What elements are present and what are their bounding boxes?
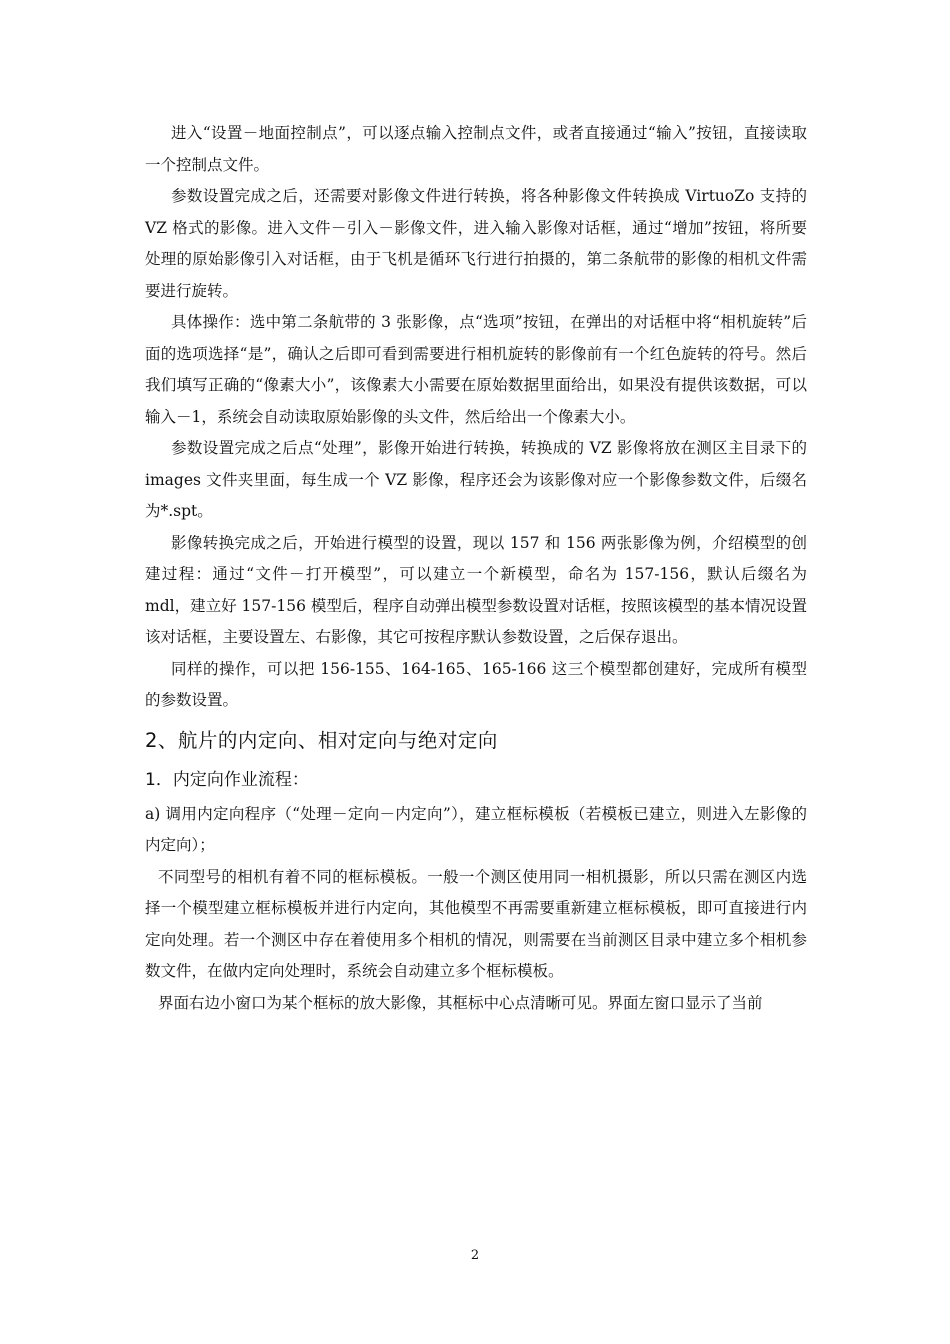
step-a: a) 调用内定向程序（“处理－定向－内定向”），建立框标模板（若模板已建立，则进入左影像的内定向）；: [145, 804, 807, 854]
paragraph-camera-rotation: 具体操作：选中第二条航带的 3 张影像，点“选项”按钮，在弹出的对话框中将“相机旋转”后面的选项选择“是”，确认之后即可看到需要进行相机旋转的影像前有一个红色旋转的符号。然后我们填写正确的“像素大小”，该像素大小需要在原始数据里面给出，如果没有提供该数据，可以输入－1，系统会自动读取原始影像的头文件，然后给出一个像素大小。: [145, 313, 807, 426]
page-content: [145, 118, 807, 1019]
paragraph-image-conversion: 参数设置完成之后，还需要对影像文件进行转换，将各种影像文件转换成 VirtuoZo 支持的 VZ 格式的影像。进入文件－引入－影像文件，进入输入影像对话框，通过“增加”按钮，将所要处理的原始影像引入对话框，由于飞机是循环飞行进行拍摄的，第二条航带的影像的相机文件需要进行旋转。: [145, 187, 807, 300]
paragraph-other-models: 同样的操作，可以把 156-155、164-165、165-166 这三个模型都创建好，完成所有模型的参数设置。: [145, 659, 807, 709]
paragraph-processing: 参数设置完成之后点“处理”，影像开始进行转换，转换成的 VZ 影像将放在测区主目录下的 images 文件夹里面，每生成一个 VZ 影像，程序还会为该影像对应一个影像参数文件，后缀名为*.spt。: [145, 439, 807, 520]
paragraph-interface-windows: 界面右边小窗口为某个框标的放大影像，其框标中心点清晰可见。界面左窗口显示了当前: [158, 993, 763, 1012]
section-heading: 2、航片的内定向、相对定向与绝对定向: [145, 728, 498, 752]
paragraph-fiducial-templates: 不同型号的相机有着不同的框标模板。一般一个测区使用同一相机摄影，所以只需在测区内选择一个模型建立框标模板并进行内定向，其他模型不再需要重新建立框标模板，即可直接进行内定向处理。若一个测区中存在着使用多个相机的情况，则需要在当前测区目录中建立多个相机参数文件，在做内定向处理时，系统会自动建立多个框标模板。: [145, 867, 807, 980]
paragraph-control-points: 进入“设置－地面控制点”，可以逐点输入控制点文件，或者直接通过“输入”按钮，直接读取一个控制点文件。: [145, 124, 807, 174]
paragraph-model-setup: 影像转换完成之后，开始进行模型的设置，现以 157 和 156 两张影像为例，介绍模型的创建过程：通过“文件－打开模型”，可以建立一个新模型，命名为 157-156，默认后缀名为 mdl，建立好 157-156 模型后，程序自动弹出模型参数设置对话框，按照该模型的基本情况设置该对话框，主要设置左、右影像，其它可按程序默认参数设置，之后保存退出。: [145, 533, 807, 646]
page-number: 2: [470, 1248, 480, 1263]
subsection-heading: 1．内定向作业流程：: [145, 769, 309, 790]
